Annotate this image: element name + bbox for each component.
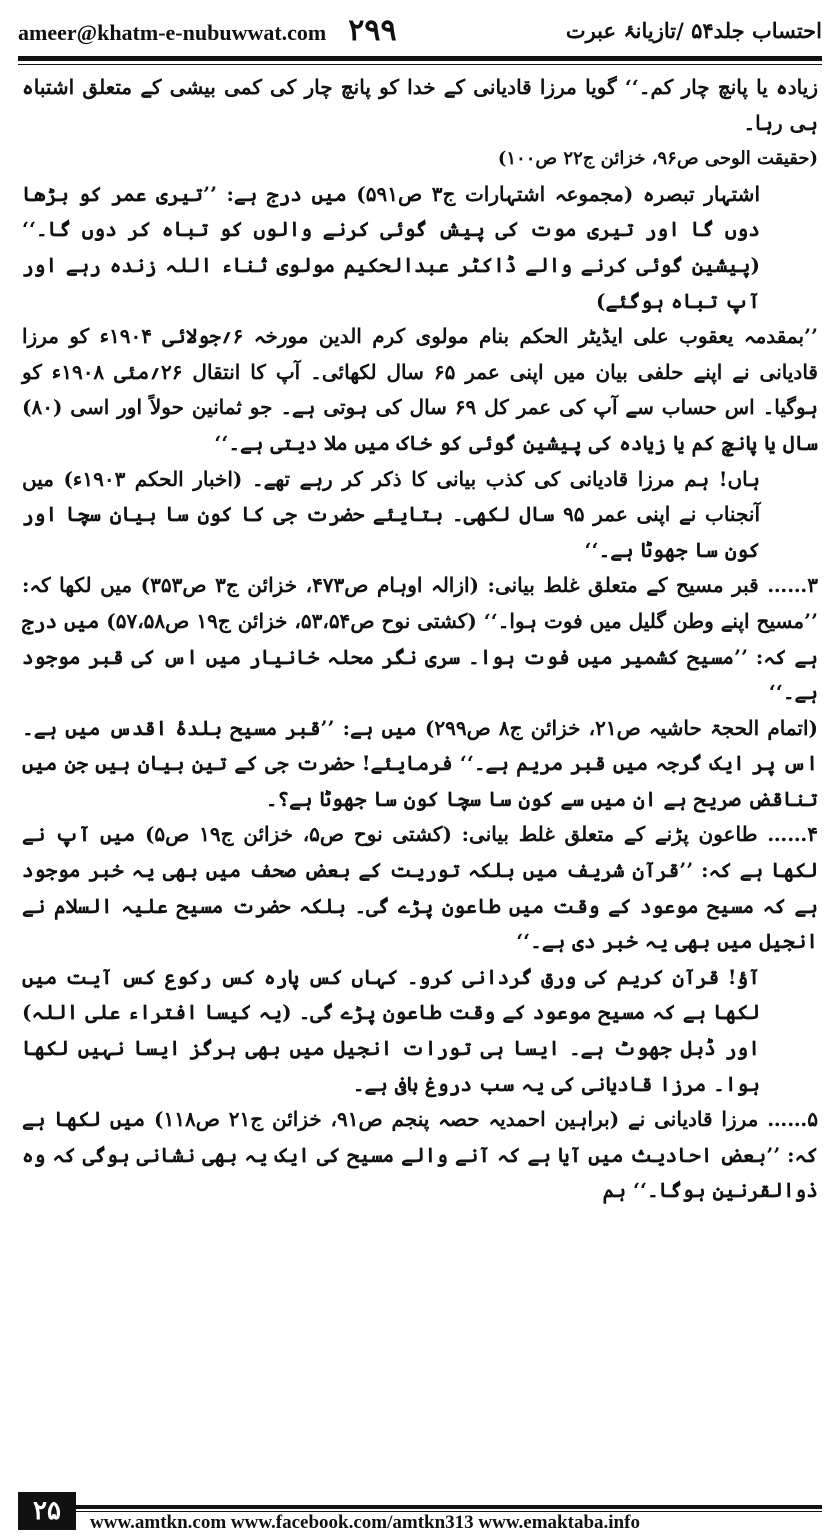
item-3-grave: ۳…… قبر مسیح کے متعلق غلط بیانی: (ازالہ اوہام ص۴۷۳، خزائن ج۳ ص۳۵۳) میں لکھا کہ: ’’مسیح اپنے وطن گلیل میں فوت ہوا۔‘‘ (کشتی نوح ص۵۳،۵۴، خزائن ج۱۹ ص۵۷،۵۸) میں درج ہے کہ: ’’مسیح کشمیر میں فوت ہوا۔ سری نگر محلہ خانیار میں اس کی قبر موجود ہے۔‘‘ (22, 573, 818, 705)
item-4-plague: ۴…… طاعون پڑنے کے متعلق غلط بیانی: (کشتی نوح ص۵، خزائن ج۱۹ ص۵) میں آپ نے لکھا ہے کہ: ’’قرآن شریف میں بلکہ توریت کے بعض صحف میں بھی یہ خبر موجود ہے کہ مسیح موعود کے وقت میں طاعون پڑے گی۔ بلکہ حضرت مسیح علیہ السلام نے انجیل میں بھی یہ خبر دی ہے۔‘‘ (22, 822, 818, 954)
paragraph-5: (اتمام الحجۃ حاشیہ ص۲۱، خزائن ج۸ ص۲۹۹) میں ہے: ’’قبر مسیح بلدۂ اقدس میں ہے۔ اس پر ایک گرجہ میں قبر مریم ہے۔‘‘ فرمایئے! حضرت جی کے تین بیان ہیں جن میں تناقض صریح ہے ان میں سے کون سا سچا کون سا جھوٹا ہے؟۔ (22, 715, 818, 811)
header-page-number: ۲۹۹ (348, 12, 397, 48)
paragraph-1: زیادہ یا پانچ چار کم۔‘‘ گویا مرزا قادیانی کے خدا کو پانچ چار کی کمی بیشی کے متعلق اشتباہ ہی رہا۔ (22, 75, 818, 135)
footer-page-number: ۲۵ (18, 1492, 76, 1530)
paragraph-4: ہاں! ہم مرزا قادیانی کی کذب بیانی کا ذکر کر رہے تھے۔ (اخبار الحکم ۱۹۰۳ء) میں آنجناب نے اپنی عمر ۹۵ سال لکھی۔ بتایئے حضرت جی کا کون سا بیان سچا اور کون سا جھوٹا ہے۔‘‘ (22, 466, 760, 562)
header-rule-thin (18, 64, 822, 65)
header-left (18, 13, 397, 48)
footer-rule-thick (76, 1505, 822, 1509)
paragraph-3-quote: ’’بمقدمہ یعقوب علی ایڈیٹر الحکم بنام مولوی کرم الدین مورخہ ۶؍جولائی ۱۹۰۴ء کو مرزا قادیانی نے اپنے حلفی بیان میں اپنی عمر ۶۵ سال لکھائی۔ آپ کا انتقال ۲۶؍مئی ۱۹۰۸ء کو ہوگیا۔ اس حساب سے آپ کی عمر کل ۶۹ سال کی ہوتی ہے۔ جو ثمانین حولاً اور اسی (۸۰) سال یا پانچ کم یا زیادہ کی پیشین گوئی کو خاک میں ملا دیتی ہے۔‘‘ (22, 324, 818, 455)
item-5-dhulqarnain: ۵…… مرزا قادیانی نے (براہین احمدیہ حصہ پنجم ص۹۱، خزائن ج۲۱ ص۱۱۸) میں لکھا ہے کہ: ’’بعض احادیث میں آیا ہے کہ آنے والے مسیح کی ایک یہ بھی نشانی ہوگی کہ وہ ذوالقرنین ہوگا۔‘‘ ہم (22, 1107, 818, 1203)
header-email[interactable]: ameer@khatm-e-nubuwwat.com (18, 19, 327, 45)
header-rule-thick (18, 56, 822, 61)
header-book-title: احتساب جلد۵۴ /تازیانۂ عبرت (565, 17, 822, 43)
footer-links[interactable]: www.amtkn.com www.facebook.com/amtkn313 www.emaktaba.info (90, 1512, 640, 1533)
page-header (18, 10, 822, 50)
paragraph-2: اشتہار تبصرہ (مجموعہ اشتہارات ج۳ ص۵۹۱) میں درج ہے: ’’تیری عمر کو بڑھا دوں گا اور تیری موت کی پیش گوئی کرنے والوں کو تباہ کر دوں گا۔‘‘ (پیشین گوئی کرنے والے ڈاکٹر عبدالحکیم مولوی ثناء اللہ زندہ رہے اور آپ تباہ ہوگئے) (22, 181, 760, 313)
paragraph-6: آؤ! قرآن کریم کی ورق گردانی کرو۔ کہاں کس پارہ کس رکوع کس آیت میں لکھا ہے کہ مسیح موعود کے وقت طاعون پڑے گی۔ (یہ کیسا افتراء علی اللہ) اور ڈبل جھوٹ ہے۔ ایسا ہی تورات انجیل میں بھی ہرگز ایسا نہیں لکھا ہوا۔ مرزا قادیانی کی یہ سب دروغ بافی ہے۔ (22, 964, 760, 1096)
citation-1: (حقیقت الوحی ص۹۶، خزائن ج۲۲ ص۱۰۰) (497, 148, 818, 170)
page-body (22, 70, 818, 1209)
